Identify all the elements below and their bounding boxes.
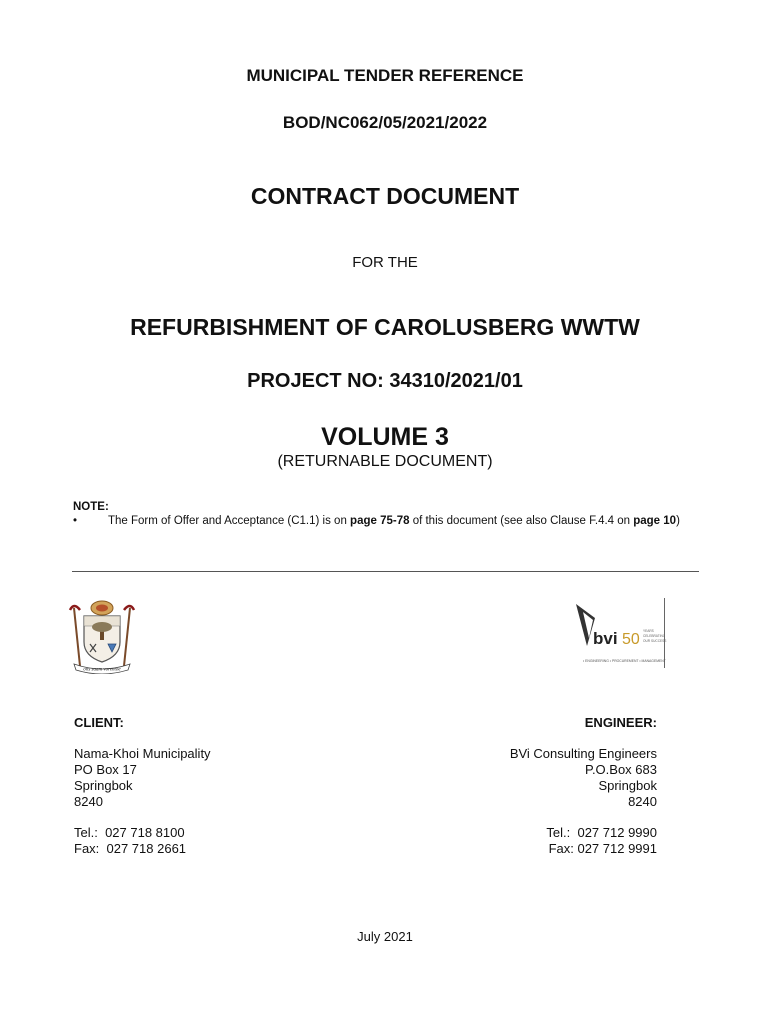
- client-postal-code: 8240: [74, 794, 103, 809]
- municipal-crest-logo: [66, 598, 138, 674]
- engineer-name: BVi Consulting Engineers: [509, 746, 657, 761]
- note-clause-page: page 10: [633, 515, 677, 527]
- note-section: [73, 500, 693, 528]
- crest-motto: ons saam vorentoe: [83, 667, 121, 673]
- engineer-town: Springbok: [598, 778, 657, 793]
- horizontal-divider: [72, 571, 699, 572]
- client-name: Nama-Khoi Municipality: [74, 746, 211, 761]
- project-number: PROJECT NO: 34310/2021/01: [247, 370, 523, 392]
- note-text-part: ): [676, 515, 680, 527]
- client-fax: Fax: 027 718 2661: [74, 841, 187, 856]
- client-po-box: PO Box 17: [74, 762, 137, 777]
- tender-reference-label: MUNICIPAL TENDER REFERENCE: [246, 66, 524, 85]
- bvi-tagline-line-3: OUR SUCCESS: [643, 639, 667, 643]
- project-title: REFURBISHMENT OF CAROLUSBERG WWTW: [130, 314, 640, 340]
- bullet-icon: •: [73, 515, 78, 527]
- contract-document-title: CONTRACT DOCUMENT: [250, 183, 520, 209]
- note-page-range: page 75-78: [350, 515, 410, 527]
- client-town: Springbok: [74, 778, 133, 793]
- note-text-part: of this document (see also Clause F.4.4 on: [409, 515, 634, 527]
- bvi-wordmark: bvi: [593, 629, 618, 648]
- client-block: [74, 715, 374, 857]
- document-date: July 2021: [357, 929, 413, 944]
- bvi-engineers-logo: [573, 598, 669, 668]
- for-the-label: FOR THE: [352, 254, 418, 271]
- engineer-heading: ENGINEER:: [584, 715, 657, 730]
- engineer-postal-code: 8240: [628, 794, 657, 809]
- note-heading: NOTE:: [73, 501, 109, 513]
- volume-title: VOLUME 3: [321, 423, 449, 451]
- bvi-strapline: • ENGINEERING • PROCUREMENT • MANAGEMENT: [583, 659, 666, 663]
- bvi-anniversary-number: 50: [622, 631, 640, 648]
- tender-reference-number: BOD/NC062/05/2021/2022: [282, 113, 488, 132]
- note-item: [73, 514, 693, 528]
- note-text-part: The Form of Offer and Acceptance (C1.1) is on: [108, 515, 351, 527]
- engineer-block: [357, 715, 657, 857]
- bvi-tagline-line-2: CELEBRATING: [643, 634, 666, 638]
- client-telephone: Tel.: 027 718 8100: [74, 825, 185, 840]
- returnable-document-label: (RETURNABLE DOCUMENT): [277, 453, 493, 470]
- engineer-telephone: Tel.: 027 712 9990: [546, 825, 657, 840]
- note-text: [108, 514, 693, 528]
- bvi-tagline-line-1: YEARS: [643, 629, 654, 633]
- engineer-po-box: P.O.Box 683: [584, 762, 657, 777]
- engineer-fax: Fax: 027 712 9991: [548, 841, 657, 856]
- client-heading: CLIENT:: [74, 715, 124, 730]
